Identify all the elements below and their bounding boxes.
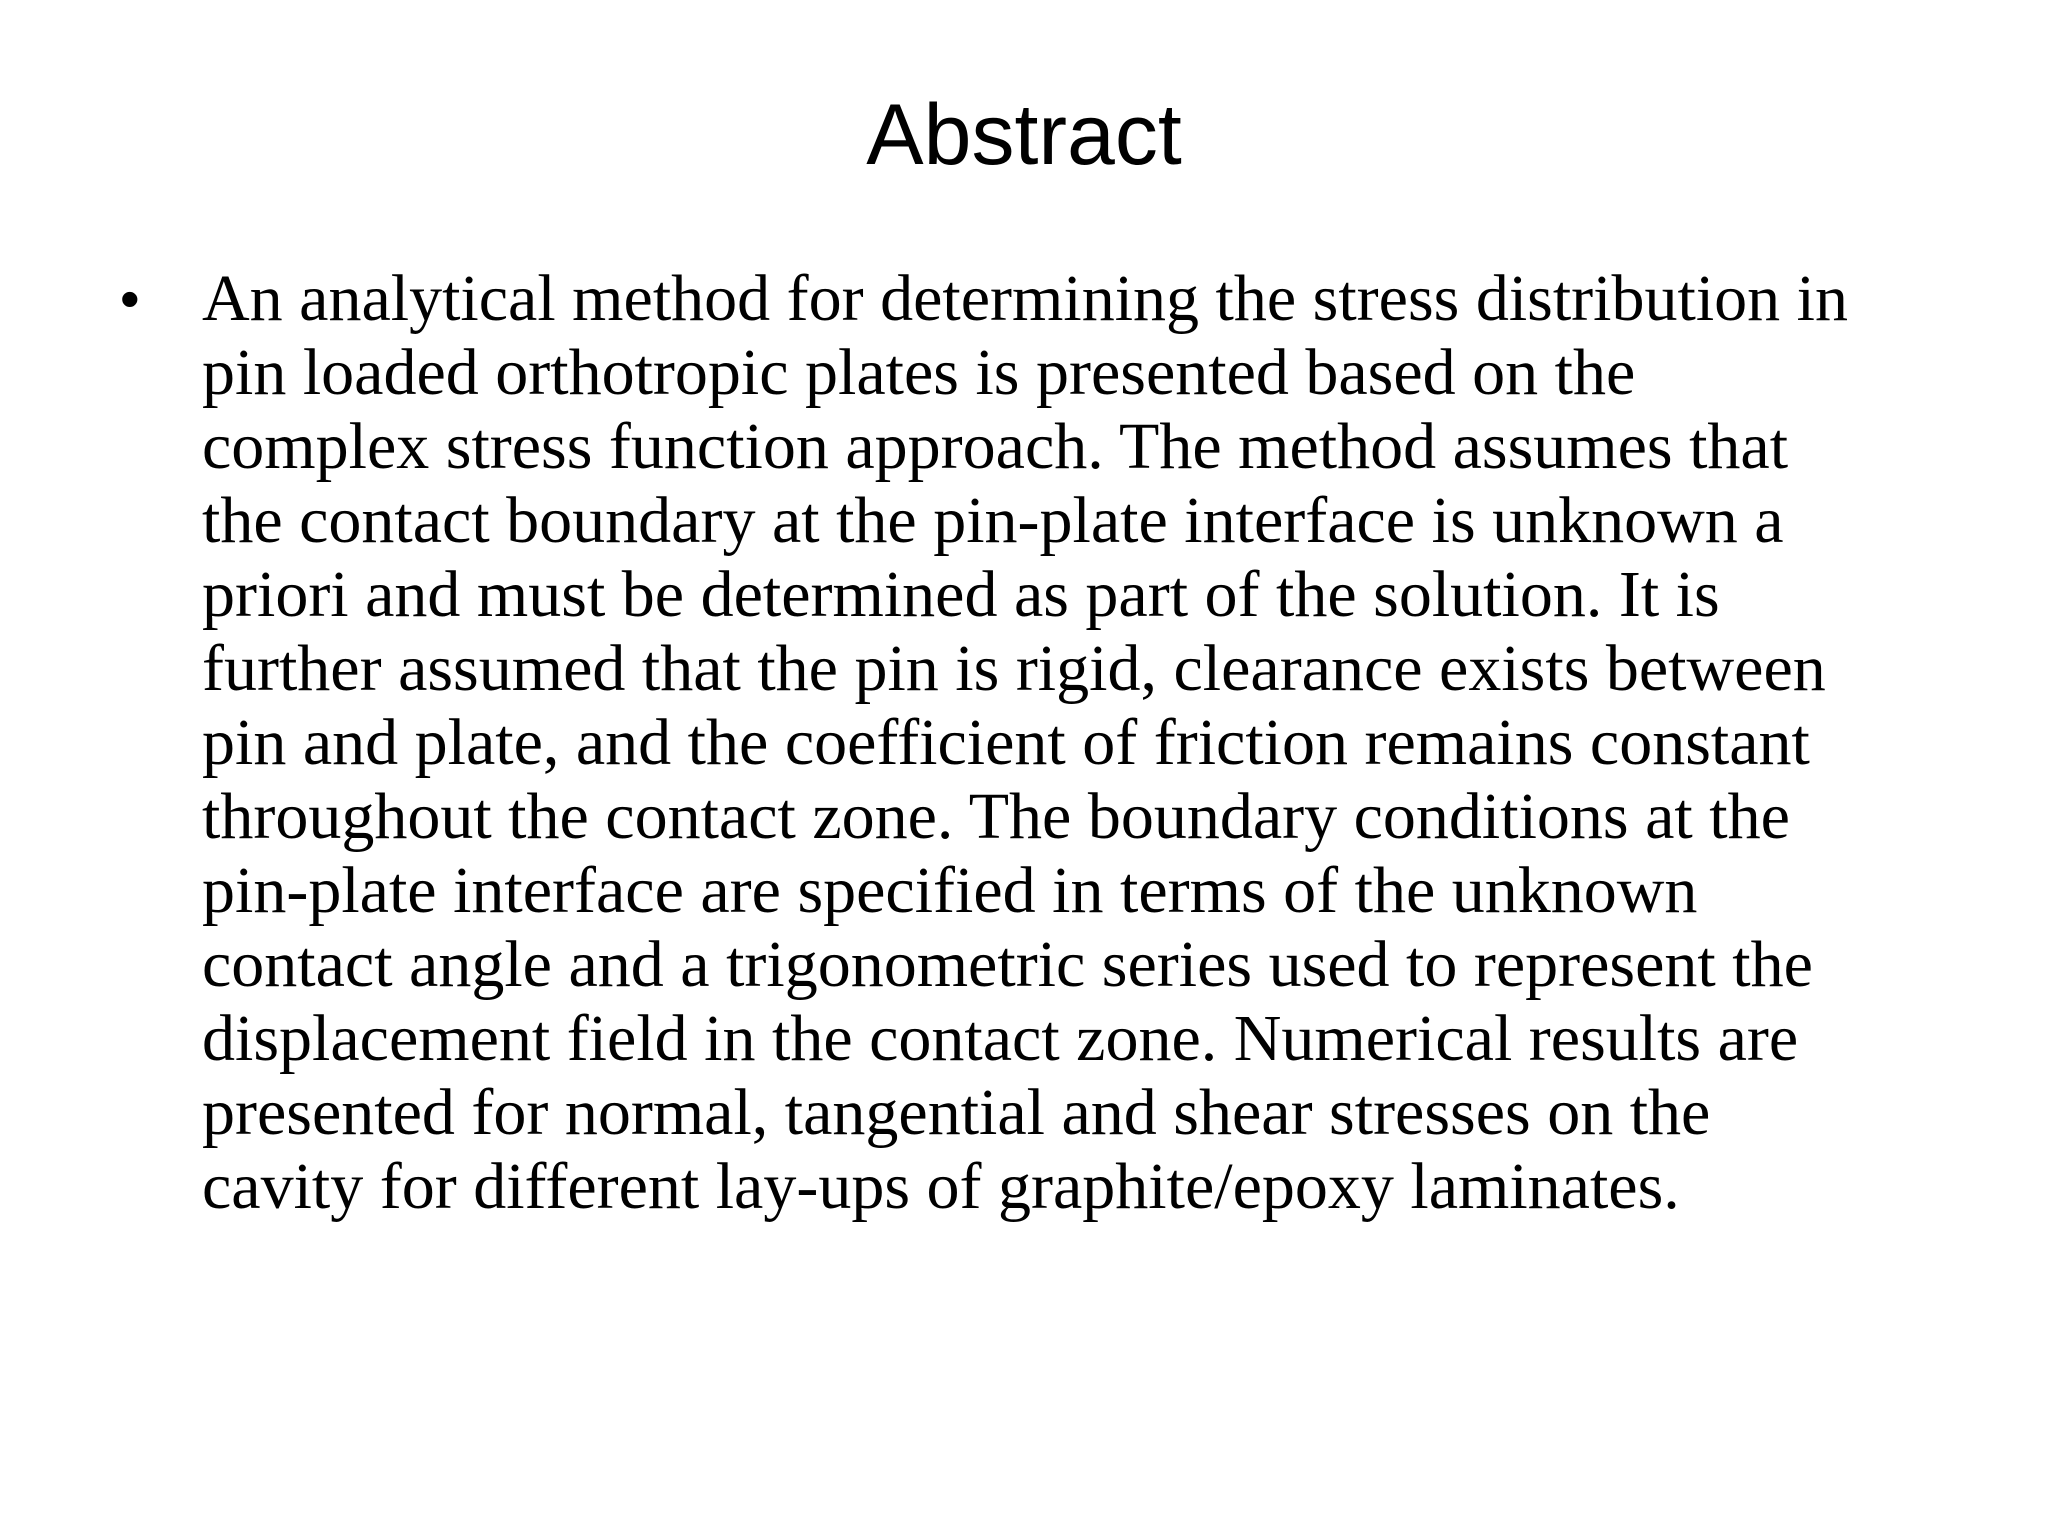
abstract-line: throughout the contact zone. The boundary conditions at the xyxy=(202,780,1790,853)
abstract-line: priori and must be determined as part of the solution. It is xyxy=(202,558,1720,631)
abstract-line: cavity for different lay-ups of graphite/epoxy laminates. xyxy=(202,1150,1680,1223)
abstract-line: An analytical method for determining the stress distribution in xyxy=(202,262,1849,335)
abstract-line: contact angle and a trigonometric series used to represent the xyxy=(202,928,1813,1001)
abstract-line: displacement field in the contact zone. Numerical results are xyxy=(202,1002,1799,1075)
abstract-line: pin loaded orthotropic plates is presented based on the xyxy=(202,336,1636,409)
abstract-line: further assumed that the pin is rigid, clearance exists between xyxy=(202,632,1826,705)
abstract-line: complex stress function approach. The method assumes that xyxy=(202,410,1789,483)
abstract-line: presented for normal, tangential and shear stresses on the xyxy=(202,1076,1711,1149)
slide-title: Abstract xyxy=(866,87,1182,183)
abstract-line: the contact boundary at the pin-plate interface is unknown a xyxy=(202,484,1784,557)
bullet-icon: • xyxy=(120,267,140,330)
abstract-line: pin-plate interface are specified in terms of the unknown xyxy=(202,854,1698,927)
abstract-paragraph xyxy=(202,262,1942,1224)
abstract-line: pin and plate, and the coefficient of friction remains constant xyxy=(202,706,1810,779)
